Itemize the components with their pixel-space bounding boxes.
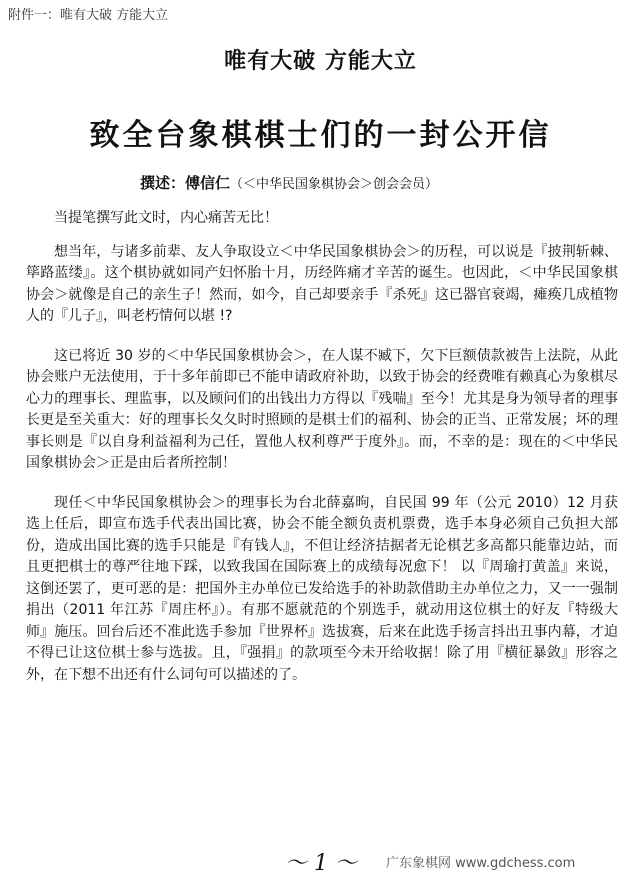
author-label: 撰述： bbox=[140, 174, 186, 192]
footer-site-watermark: 广东象棋网 www.gdchess.com bbox=[386, 856, 576, 871]
paragraph-history: 想当年，与诸多前辈、友人争取设立＜中华民国象棋协会＞的历程，可以说是『披荆斩棘、筚路蓝缕』。这个棋协就如同产妇怀胎十月，历经阵痛才辛苦的诞生。也因此，＜中华民国象棋协会＞就像是自己的亲生子！然而，如今，自己却要亲手『杀死』这已器官衰竭，瘫痪几成植物人的『儿子』，叫老朽情何以堪 !? bbox=[26, 243, 618, 324]
page-number: ～ 1 ～ bbox=[285, 851, 357, 876]
slogan-heading: 唯有大破 方能大立 bbox=[224, 49, 417, 74]
author-name: 傅信仁 bbox=[185, 174, 231, 192]
paragraph-opening: 当提笔撰写此文时，内心痛苦无比！ bbox=[54, 210, 278, 226]
letter-title: 致全台象棋棋士们的一封公开信 bbox=[89, 118, 552, 153]
page-footer bbox=[0, 846, 641, 876]
attachment-label: 附件一：唯有大破 方能大立 bbox=[8, 8, 169, 23]
paragraph-debt: 这已将近 30 岁的＜中华民国象棋协会＞，在人谋不臧下，欠下巨额债款被告上法院，从此协会账户无法使用，于十多年前即已不能申请政府补助，以致于协会的经费唯有赖真心为象棋尽心力的理事长、理监事，以及顾问们的出钱出力方得以『残喘』至今！尤其是身为领导者的理事长更是至关重大：好的理事长夂夂时时照顾的是棋士们的福利、协会的正当、正常发展；坏的理事长则是『以自身利益福利为己任，置他人权利尊严于度外』。而，不幸的是：现在的＜中华民国象棋协会＞正是由后者所控制！ bbox=[26, 347, 618, 471]
letter-body bbox=[26, 208, 618, 704]
author-role: （＜中华民国象棋协会＞创会会员） bbox=[230, 177, 439, 192]
byline bbox=[140, 172, 438, 193]
paragraph-chairman: 现任＜中华民国象棋协会＞的理事长为台北薛嘉昫，自民国 99 年（公元 2010）12 月获选上任后，即宣布选手代表出国比赛，协会不能全额负责机票费，选手本身必须自己负担大部份，造成出国比赛的选手只能是『有钱人』，不但让经济拮据者无论棋艺多高都只能靠边站，而且更把棋士的尊严往地下踩，以致我国在国际赛上的成绩每况愈下！ 以『周瑜打黄盖』来说，这倒还罢了，更可恶的是：把国外主办单位已发给选手的补助款借助主办单位之力，又一一强制捐出（2011 年江苏『周庄杯』）。有那不愿就范的个别选手，就动用这位棋士的好友『特级大师』施压。回台后还不准此选手参加『世界杯』选拔赛，后来在此选手扬言抖出丑事内幕，才迫不得已让这位棋士参与选拔。且，『强捐』的款项至今未开给收据！除了用『横征暴敛』形容之外，在下想不出还有什么词句可以描述的了。 bbox=[26, 494, 618, 683]
